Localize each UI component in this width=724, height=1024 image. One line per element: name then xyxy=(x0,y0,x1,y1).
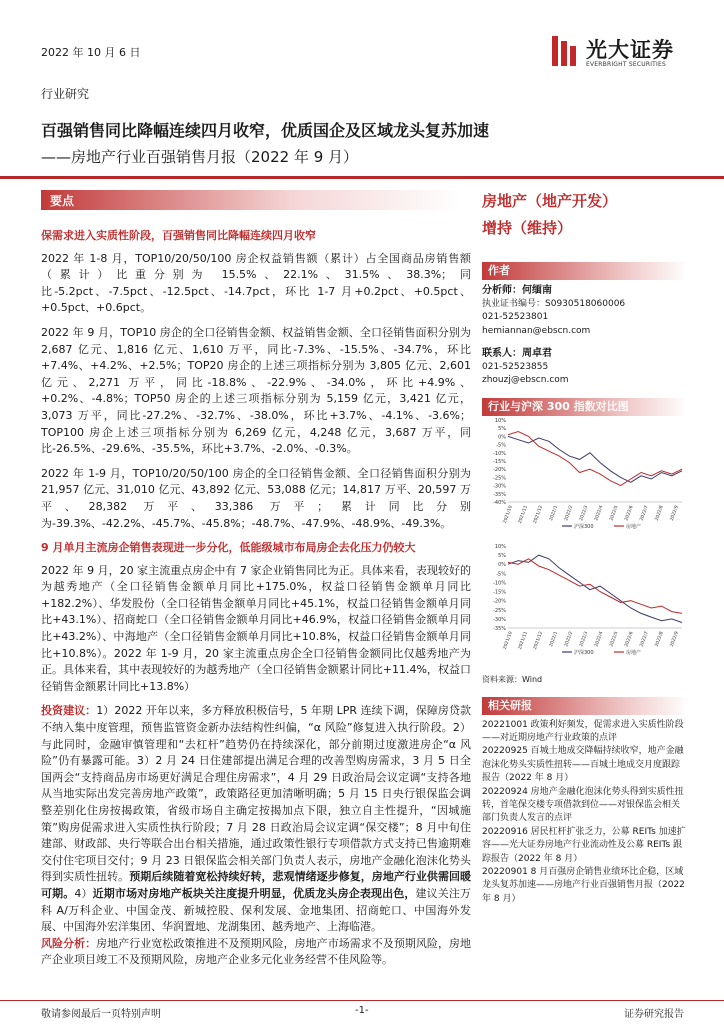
y-tick-label: -20% xyxy=(493,466,506,473)
y-tick-label: -30% xyxy=(493,616,506,623)
logo-cn: 光大证券 xyxy=(586,38,674,62)
footer-report-type: 证券研究报告 xyxy=(624,1009,684,1020)
chart-area xyxy=(482,416,688,674)
rating-sector: 房地产（地产开发） xyxy=(482,192,618,210)
page-title: 百强销售同比降幅连续四月收窄，优质国企及区域龙头复苏加速 xyxy=(41,121,490,140)
x-tick-label: 2022/1 xyxy=(549,504,560,522)
header-rule xyxy=(0,176,724,179)
risk-text: 房地产行业宽松政策推进不及预期风险，房地产市场需求不及预期风险，房地产企业项目竣工不及预期风险，房地产企业多元化业务经营不佳风险等。 xyxy=(41,936,472,967)
y-tick-label: 0% xyxy=(498,433,506,440)
x-tick-label: 2022/1 xyxy=(549,630,560,648)
x-tick-label: 2022/3 xyxy=(579,630,590,648)
related-item[interactable]: 20220925 百城土地成交降幅持续收窄，地产金融泡沫化势头实质性扭转——百城土地成交月度跟踪报告（2022 年 8 月） xyxy=(482,746,684,784)
logo-en: EVERBRIGHT SECURITIES xyxy=(586,61,666,68)
y-tick-label: 5% xyxy=(498,425,506,432)
analyst-cert: 执业证书编号：S0930518060006 xyxy=(482,298,626,309)
related-item[interactable]: 20221001 政策利好频发，促需求进入实质性阶段——对近期房地产行业政策的点评 xyxy=(482,719,684,743)
chart-source: 资料来源：Wind xyxy=(482,674,543,684)
x-tick-label: 2022/6 xyxy=(624,504,635,522)
x-tick-label: 2022/5 xyxy=(609,630,620,648)
author-block xyxy=(482,284,688,388)
risk-label: 风险分析： xyxy=(41,936,97,950)
paragraph-2: 2022 年 9 月，TOP10 房企的全口径销售金额、权益销售金额、全口径销售面积分别为 2,687 亿元、1,816 亿元、1,610 万平，同比-7.3%、-15.5%、-34.7%，环比+7.4%、+4.2%、+2.5%；TOP20 房企的上述三项指标分别为 3,805 亿元、2,601 亿元、2,271 万平，同比-18.8%、-22.9%、-34.0%，环比+4.9%、+0.2%、-4.8%；TOP50 房企的上述三项指标分别为 5,159 亿元，3,421 亿元，3,073 万平，同比-27.2%、-32.7%、-38.0%，环比+3.7%、-4.1%、-3.6%；TOP100 房企上述三项指标分别为 6,269 亿元，4,248 亿元，3,687 万平，同比-26.5%、-29.6%、-35.5%，环比+3.7%、-2.0%、-0.3%。 xyxy=(41,325,471,456)
y-tick-label: 10% xyxy=(494,543,506,550)
analyst-phone: 021-52523801 xyxy=(482,312,549,322)
section1-title: 保需求进入实质性阶段，百强销售同比降幅连续四月收窄 xyxy=(41,229,316,242)
legend-label: 房地产 xyxy=(626,523,642,530)
paragraph-risk xyxy=(41,936,471,969)
related-list xyxy=(482,719,688,907)
invest-label: 投资建议： xyxy=(41,704,97,718)
x-tick-label: 2022/7 xyxy=(639,630,650,648)
y-tick-label: 5% xyxy=(498,552,506,559)
invest-text-a: 1）2022 开年以来，多方释放积极信号，5 年期 LPR 连续下调，保障房贷款不纳入集中度管理，预售监管资金新办法结构性纠偏，“α 风险”修复进入执行阶段。2）与此同时，金融审慎管理和“去杠杆”趋势仍在持续深化，部分前期过度激进房企“α 风险”仍有暴露可能。3）2 月 24 日住建部提出满足合理的改善型购房需求，3 月 5 日全国两会“支持商品房市场更好满足合理住房需求”，4 月 29 日政治局会议定调“支持各地从当地实际出发完善房地产政策”，政策路径更加清晰明确；5 月 15 日央行银保监会调整差别化住房按揭政策，省级市场自主确定按揭加点下限，独立自主性提升，“因城施策”购房促需求进入实质性执行阶段；7 月 28 日政治局会议定调“保交楼”；8 月中旬住建部、财政部、央行等联合出台相关措施，通过政策性银行专项借款方式支持已售逾期难交付住宅项目交付；9 月 23 日银保监会相关部门负责人表示，房地产金融化泡沫化势头得到实质性扭转。 xyxy=(41,704,472,884)
x-tick-label: 2022/3 xyxy=(579,504,590,522)
logo xyxy=(550,34,690,72)
x-tick-label: 2021/10 xyxy=(502,630,514,650)
y-tick-label: -5% xyxy=(496,570,506,577)
x-tick-label: 2021/11 xyxy=(517,504,529,524)
series-line-realestate xyxy=(508,431,682,485)
related-item[interactable]: 20220901 8 月百强房企销售业绩环比企稳，区域龙头复苏加速——房地产行业百强销售月报（2022 年 8 月） xyxy=(482,866,685,904)
y-tick-label: -35% xyxy=(493,491,506,498)
x-tick-label: 2021/11 xyxy=(517,630,529,650)
invest-text-b: 预期后续随着宽松持续好转，悲观情绪逐步修复，房地产行业供需回暖可期。 xyxy=(41,870,472,900)
category: 行业研究 xyxy=(41,87,90,101)
x-tick-label: 2022/4 xyxy=(594,504,605,522)
footer-rule xyxy=(0,1000,724,1001)
section2-title: 9 月单月主流房企销售表现进一步分化，低能级城市布局房企去化压力仍较大 xyxy=(41,541,416,555)
invest-text-e: 建议关注万科 A/万科企业、中国金茂、新城控股、保利发展、金地集团、招商蛇口、中国海外发展、中国海外宏洋集团、华润置地、龙湖集团、越秀地产、上海临港。 xyxy=(41,886,472,934)
x-tick-label: 2022/8 xyxy=(654,630,665,648)
x-tick-label: 2022/6 xyxy=(624,630,635,648)
y-tick-label: -30% xyxy=(493,483,506,490)
y-tick-label: -25% xyxy=(493,607,506,614)
legend-label: 房地产 xyxy=(626,649,642,656)
logo-mark-icon xyxy=(550,34,580,68)
x-tick-label: 2021/12 xyxy=(532,630,545,650)
chart-bar: 行业与沪深 300 指数对比图 xyxy=(482,398,688,416)
y-tick-label: -10% xyxy=(493,450,506,457)
y-tick-label: -15% xyxy=(493,458,506,465)
contact-name: 联系人：周卓君 xyxy=(482,348,552,359)
x-tick-label: 2022/4 xyxy=(594,630,605,648)
y-tick-label: -10% xyxy=(493,579,506,586)
contact-phone: 021-52523855 xyxy=(482,361,549,372)
related-item[interactable]: 20220924 房地产金融化泡沫化势头得到实质性扭转，首笔保交楼专项借款到位——对银保监会相关部门负责人发言的点评 xyxy=(482,786,684,824)
page-subtitle: ——房地产行业百强销售月报（2022 年 9 月） xyxy=(41,148,359,166)
series-line-hs300 xyxy=(508,555,682,622)
y-tick-label: -35% xyxy=(493,625,506,632)
author-bar: 作者 xyxy=(482,262,688,280)
analyst-email: hemiannan@ebscn.com xyxy=(482,325,591,336)
main-column xyxy=(41,228,471,969)
related-item[interactable]: 20220916 居民杠杆扩张乏力，公募 REITs 加速扩容——光大证券房地产行业流动性及公募 REITs 跟踪报告（2022 年 8 月） xyxy=(482,826,686,864)
report-date: 2022 年 10 月 6 日 xyxy=(41,46,141,59)
y-tick-label: -25% xyxy=(493,474,506,481)
y-tick-label: 10% xyxy=(494,417,506,424)
invest-text-c: 4） xyxy=(74,886,93,900)
legend-label: 沪深300 xyxy=(574,649,594,656)
x-tick-label: 2021/12 xyxy=(532,504,545,524)
analyst-name: 分析师：何缅南 xyxy=(482,285,552,296)
x-tick-label: 2021/10 xyxy=(502,504,514,524)
footer-disclaimer[interactable]: 敬请参阅最后一页特别声明 xyxy=(41,1009,161,1020)
x-tick-label: 2022/5 xyxy=(609,504,620,522)
invest-text-d: 近期市场对房地产板块关注度提升明显，优质龙头房企表现出色， xyxy=(92,886,416,900)
related-bar: 相关研报 xyxy=(482,697,688,715)
summary-banner: 要点 xyxy=(41,190,461,210)
y-tick-label: -15% xyxy=(493,589,506,596)
x-tick-label: 2022/8 xyxy=(654,504,665,522)
page-number: -1- xyxy=(355,1005,369,1016)
y-tick-label: -20% xyxy=(493,598,506,605)
paragraph-3: 2022 年 1-9 月，TOP10/20/50/100 房企的全口径销售金额、全口径销售面积分别为 21,957 亿元、31,010 亿元、43,892 亿元、53,088 亿元；14,817 万平、20,597 万平、28,382 万平、33,386 万平；累计同比分别为-39.3%、-42.2%、-45.7%、-45.8%；-48.7%、-47.9%、-48.9%、-49.3%。 xyxy=(41,466,471,530)
paragraph-investment xyxy=(41,703,471,935)
side-column xyxy=(482,190,688,906)
rating-value: 增持（维持） xyxy=(482,219,573,237)
x-tick-label: 2022/9 xyxy=(669,630,680,648)
series-line-realestate xyxy=(508,558,682,613)
x-tick-label: 2022/2 xyxy=(564,504,575,522)
y-tick-label: -5% xyxy=(496,442,506,449)
paragraph-4: 2022 年 9 月，20 家主流重点房企中有 7 家企业销售同比为正。具体来看，表现较好的为越秀地产（全口径销售金额单月同比+175.0%，权益口径销售金额单月同比+182.2%）、华发股份（全口径销售金额单月同比+45.1%，权益口径销售金额单月同比+43.1%）、招商蛇口（全口径销售金额单月同比+46.9%，权益口径销售金额单月同比+43.2%）、中海地产（全口径销售金额单月同比+10.8%，权益口径销售金额单月同比+10.8%）。2022 年 1-9 月，20 家主流重点房企全口径销售金额同比仅越秀地产为正。具体来看，其中表现较好的为越秀地产（全口径销售金额累计同比+11.4%，权益口径销售金额累计同比+13.8%） xyxy=(41,563,471,693)
x-tick-label: 2022/2 xyxy=(564,630,575,648)
series-line-hs300 xyxy=(508,436,682,482)
contact-email: zhouzj@ebscn.com xyxy=(482,375,569,385)
x-tick-label: 2022/9 xyxy=(669,504,680,522)
x-tick-label: 2022/7 xyxy=(639,504,650,522)
y-tick-label: -40% xyxy=(493,499,506,506)
comparison-chart xyxy=(482,416,688,674)
paragraph-1: 2022 年 1-8 月，TOP10/20/50/100 房企权益销售额（累计）占全国商品房销售额（累计）比重分别为 15.5%、22.1%、31.5%、38.3%；同比-5.2pct、-7.5pct、-12.5pct、-14.7pct，环比 1-7 月+0.2pct、+0.5pct、+0.5pct、+0.6pct。 xyxy=(41,251,471,315)
y-tick-label: 0% xyxy=(498,561,506,568)
legend-label: 沪深300 xyxy=(574,523,594,530)
